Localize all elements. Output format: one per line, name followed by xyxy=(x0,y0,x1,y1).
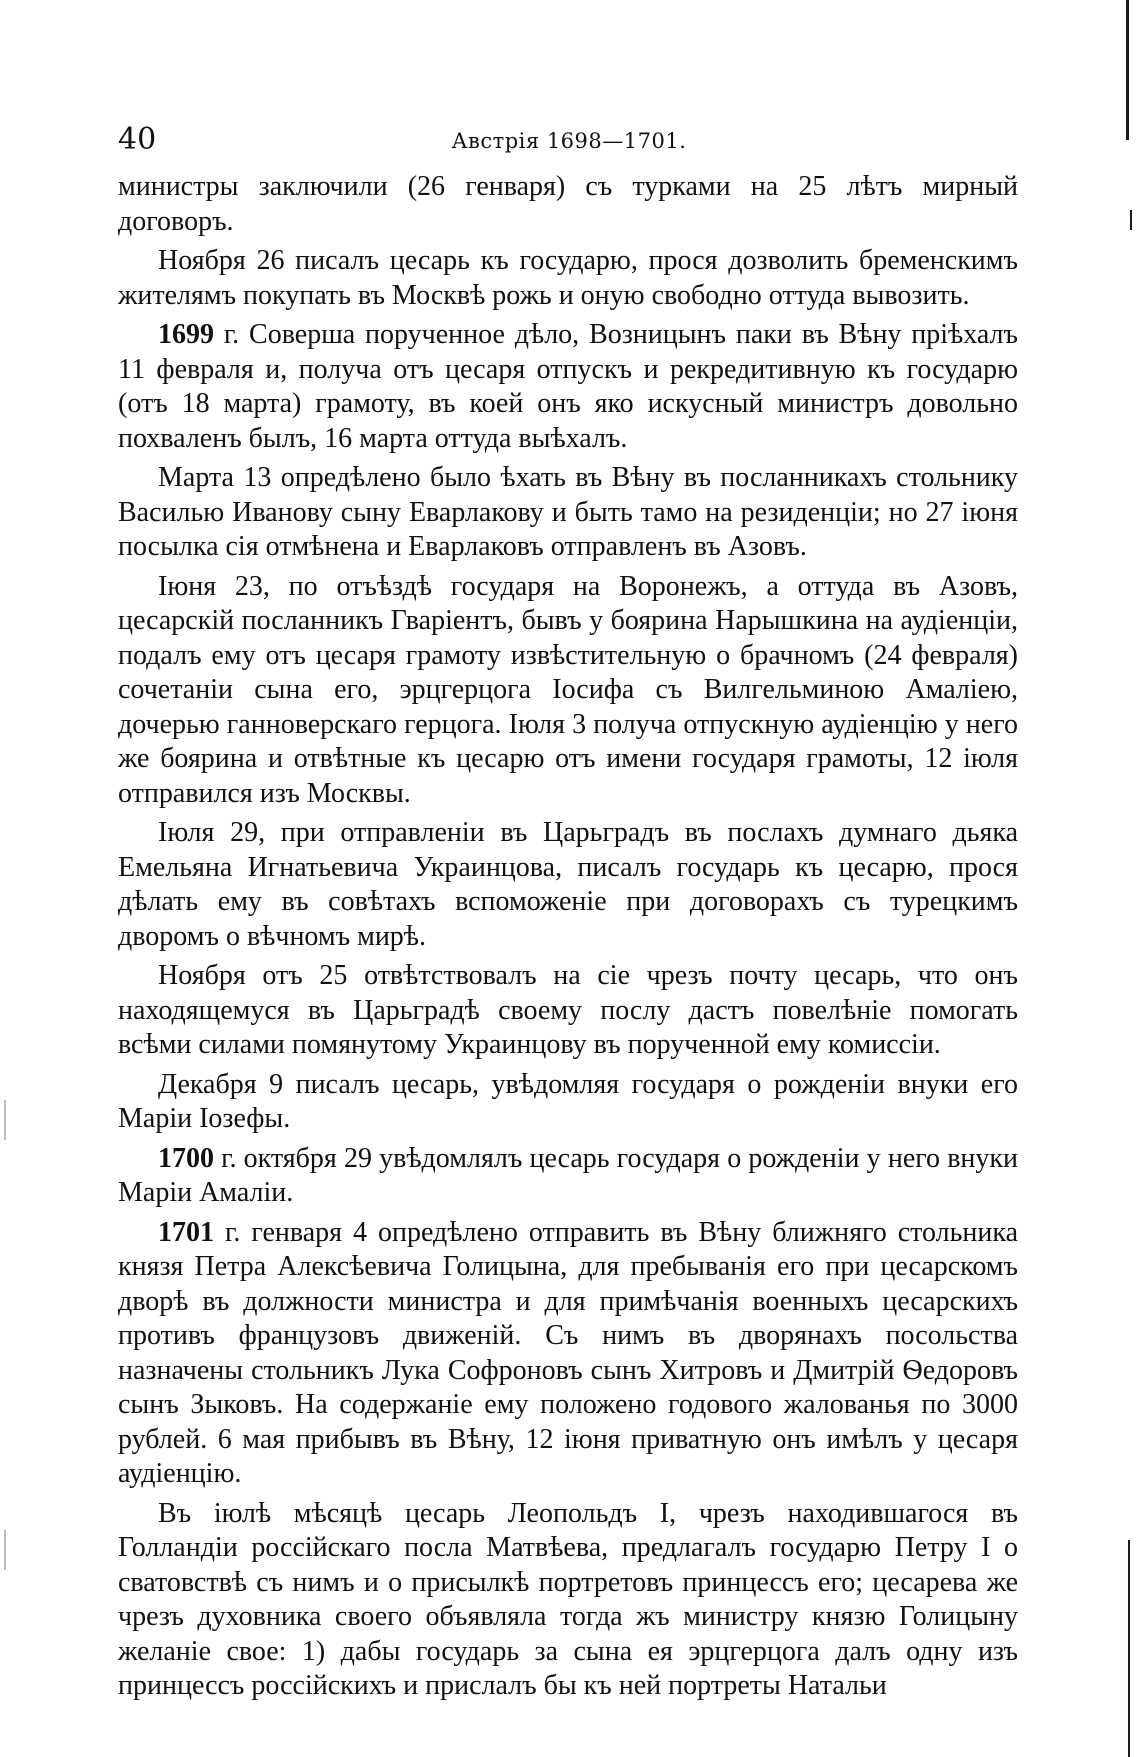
page-edge-mark xyxy=(1130,210,1132,230)
paragraph-text: Ноября 26 писалъ цесарь къ государю, прося дозволить бременскимъ жителямъ покупать въ Москвѣ рожь и оную свободно оттуда вывозить. xyxy=(118,245,1018,311)
paragraph xyxy=(118,1497,1018,1704)
paragraph-text: Декабря 9 писалъ цесарь, увѣдомляя государя о рожденіи внуки его Маріи Іозефы. xyxy=(118,1068,1018,1134)
paragraph-text: Въ іюлѣ мѣсяцѣ цесарь Леопольдъ I, чрезъ находившагося въ Голландіи россійскаго посла Матвѣева, предлагалъ государю Петру I о сватовствѣ съ нимъ и о присылкѣ портретовъ принцессъ его; цесарева же чрезъ духовника своего объявляла тогда жъ министру князю Голицыну желаніе свое: 1) дабы государь за сына ея эрцгерцога далъ одну изъ принцессъ россійскихъ и прислалъ бы къ ней портреты Натальи xyxy=(118,1497,1018,1701)
page-number: 40 xyxy=(118,122,157,157)
paragraph xyxy=(118,318,1018,456)
paragraph-text: Іюня 23, по отъѣздѣ государя на Воронежъ, а оттуда въ Азовъ, цесарскій посланникъ Гваріентъ, бывъ у боярина Нарышкина на аудіенціи, подалъ ему отъ цесаря грамоту извѣстительную о брачномъ (24 февраля) сочетаніи сына его, эрцгерцога Іосифа съ Вилгельминою Амаліею, дочерью ганноверскаго герцога. Іюля 3 получа отпускную аудіенцію у него же боярина и отвѣтные къ цесарю отъ имени государя грамоты, 12 іюля отправился изъ Москвы. xyxy=(118,570,1018,809)
paragraph xyxy=(118,461,1018,565)
scan-artifact-mark xyxy=(4,1530,6,1570)
scan-artifact-mark xyxy=(4,1100,6,1140)
body-text xyxy=(118,170,1018,1709)
paragraph xyxy=(118,570,1018,812)
page-edge-line-bottom xyxy=(1128,1540,1130,1757)
paragraph-text: Іюля 29, при отправленіи въ Царьградъ въ послахъ думнаго дьяка Емельяна Игнатьевича Украинцова, писалъ государь къ цесарю, прося дѣлать ему въ совѣтахъ вспоможеніе при договорахъ съ турецкимъ дворомъ о вѣчномъ мирѣ. xyxy=(118,817,1018,952)
paragraph-text: г. генваря 4 опредѣлено отправить въ Вѣну ближняго стольника князя Петра Алексѣевича Голицына, для пребыванія его при цесарскомъ дворѣ въ должности министра и для примѣчанія военныхъ цесарскихъ противъ французовъ движеній. Съ нимъ въ дворянахъ посольства назначены стольникъ Лука Софроновъ сынъ Хитровъ и Дмитрій Ѳедоровъ сынъ Зыковъ. На содержаніе ему положено годового жалованья по 3000 рублей. 6 мая прибывъ въ Вѣну, 12 іюня приватную онъ имѣлъ у цесаря аудіенцію. xyxy=(118,1216,1018,1489)
year-heading: 1700 xyxy=(158,1142,214,1174)
paragraph-text: Марта 13 опредѣлено было ѣхать въ Вѣну въ посланникахъ стольнику Василью Иванову сыну Еварлакову и быть тамо на резиденціи; но 27 іюня посылка сія отмѣнена и Еварлаковъ отправленъ въ Азовъ. xyxy=(118,462,1018,562)
paragraph xyxy=(118,244,1018,313)
paragraph xyxy=(118,170,1018,239)
paragraph-text: г. октября 29 увѣдомлялъ цесарь государя о рожденіи у него внуки Маріи Амаліи. xyxy=(118,1142,1018,1208)
paragraph-text: Ноября отъ 25 отвѣтствовалъ на сіе чрезъ почту цесарь, что онъ находящемуся въ Царьградѣ своему послу дастъ повелѣніе помогать всѣми силами помянутому Украинцову въ порученной ему комиссіи. xyxy=(118,960,1018,1060)
page-edge-line xyxy=(1126,0,1129,140)
paragraph xyxy=(118,1142,1018,1211)
paragraph xyxy=(118,1216,1018,1492)
running-head xyxy=(118,122,1020,162)
paragraph xyxy=(118,1068,1018,1137)
paragraph xyxy=(118,816,1018,954)
paragraph-text: министры заключили (26 генваря) съ турками на 25 лѣтъ мирный договоръ. xyxy=(118,171,1018,237)
year-heading: 1699 xyxy=(158,319,214,350)
paragraph-text: г. Соверша порученное дѣло, Возницынъ паки въ Вѣну пріѣхалъ 11 февраля и, получа отъ цесаря отпускъ и рекредитивную къ государю (отъ 18 марта) грамоту, въ коей онъ яко искусный министръ довольно похваленъ былъ, 16 марта оттуда выѣхалъ. xyxy=(118,319,1018,454)
paragraph xyxy=(118,959,1018,1063)
running-title: Австрія 1698—1701. xyxy=(451,129,687,153)
year-heading: 1701 xyxy=(158,1216,214,1248)
